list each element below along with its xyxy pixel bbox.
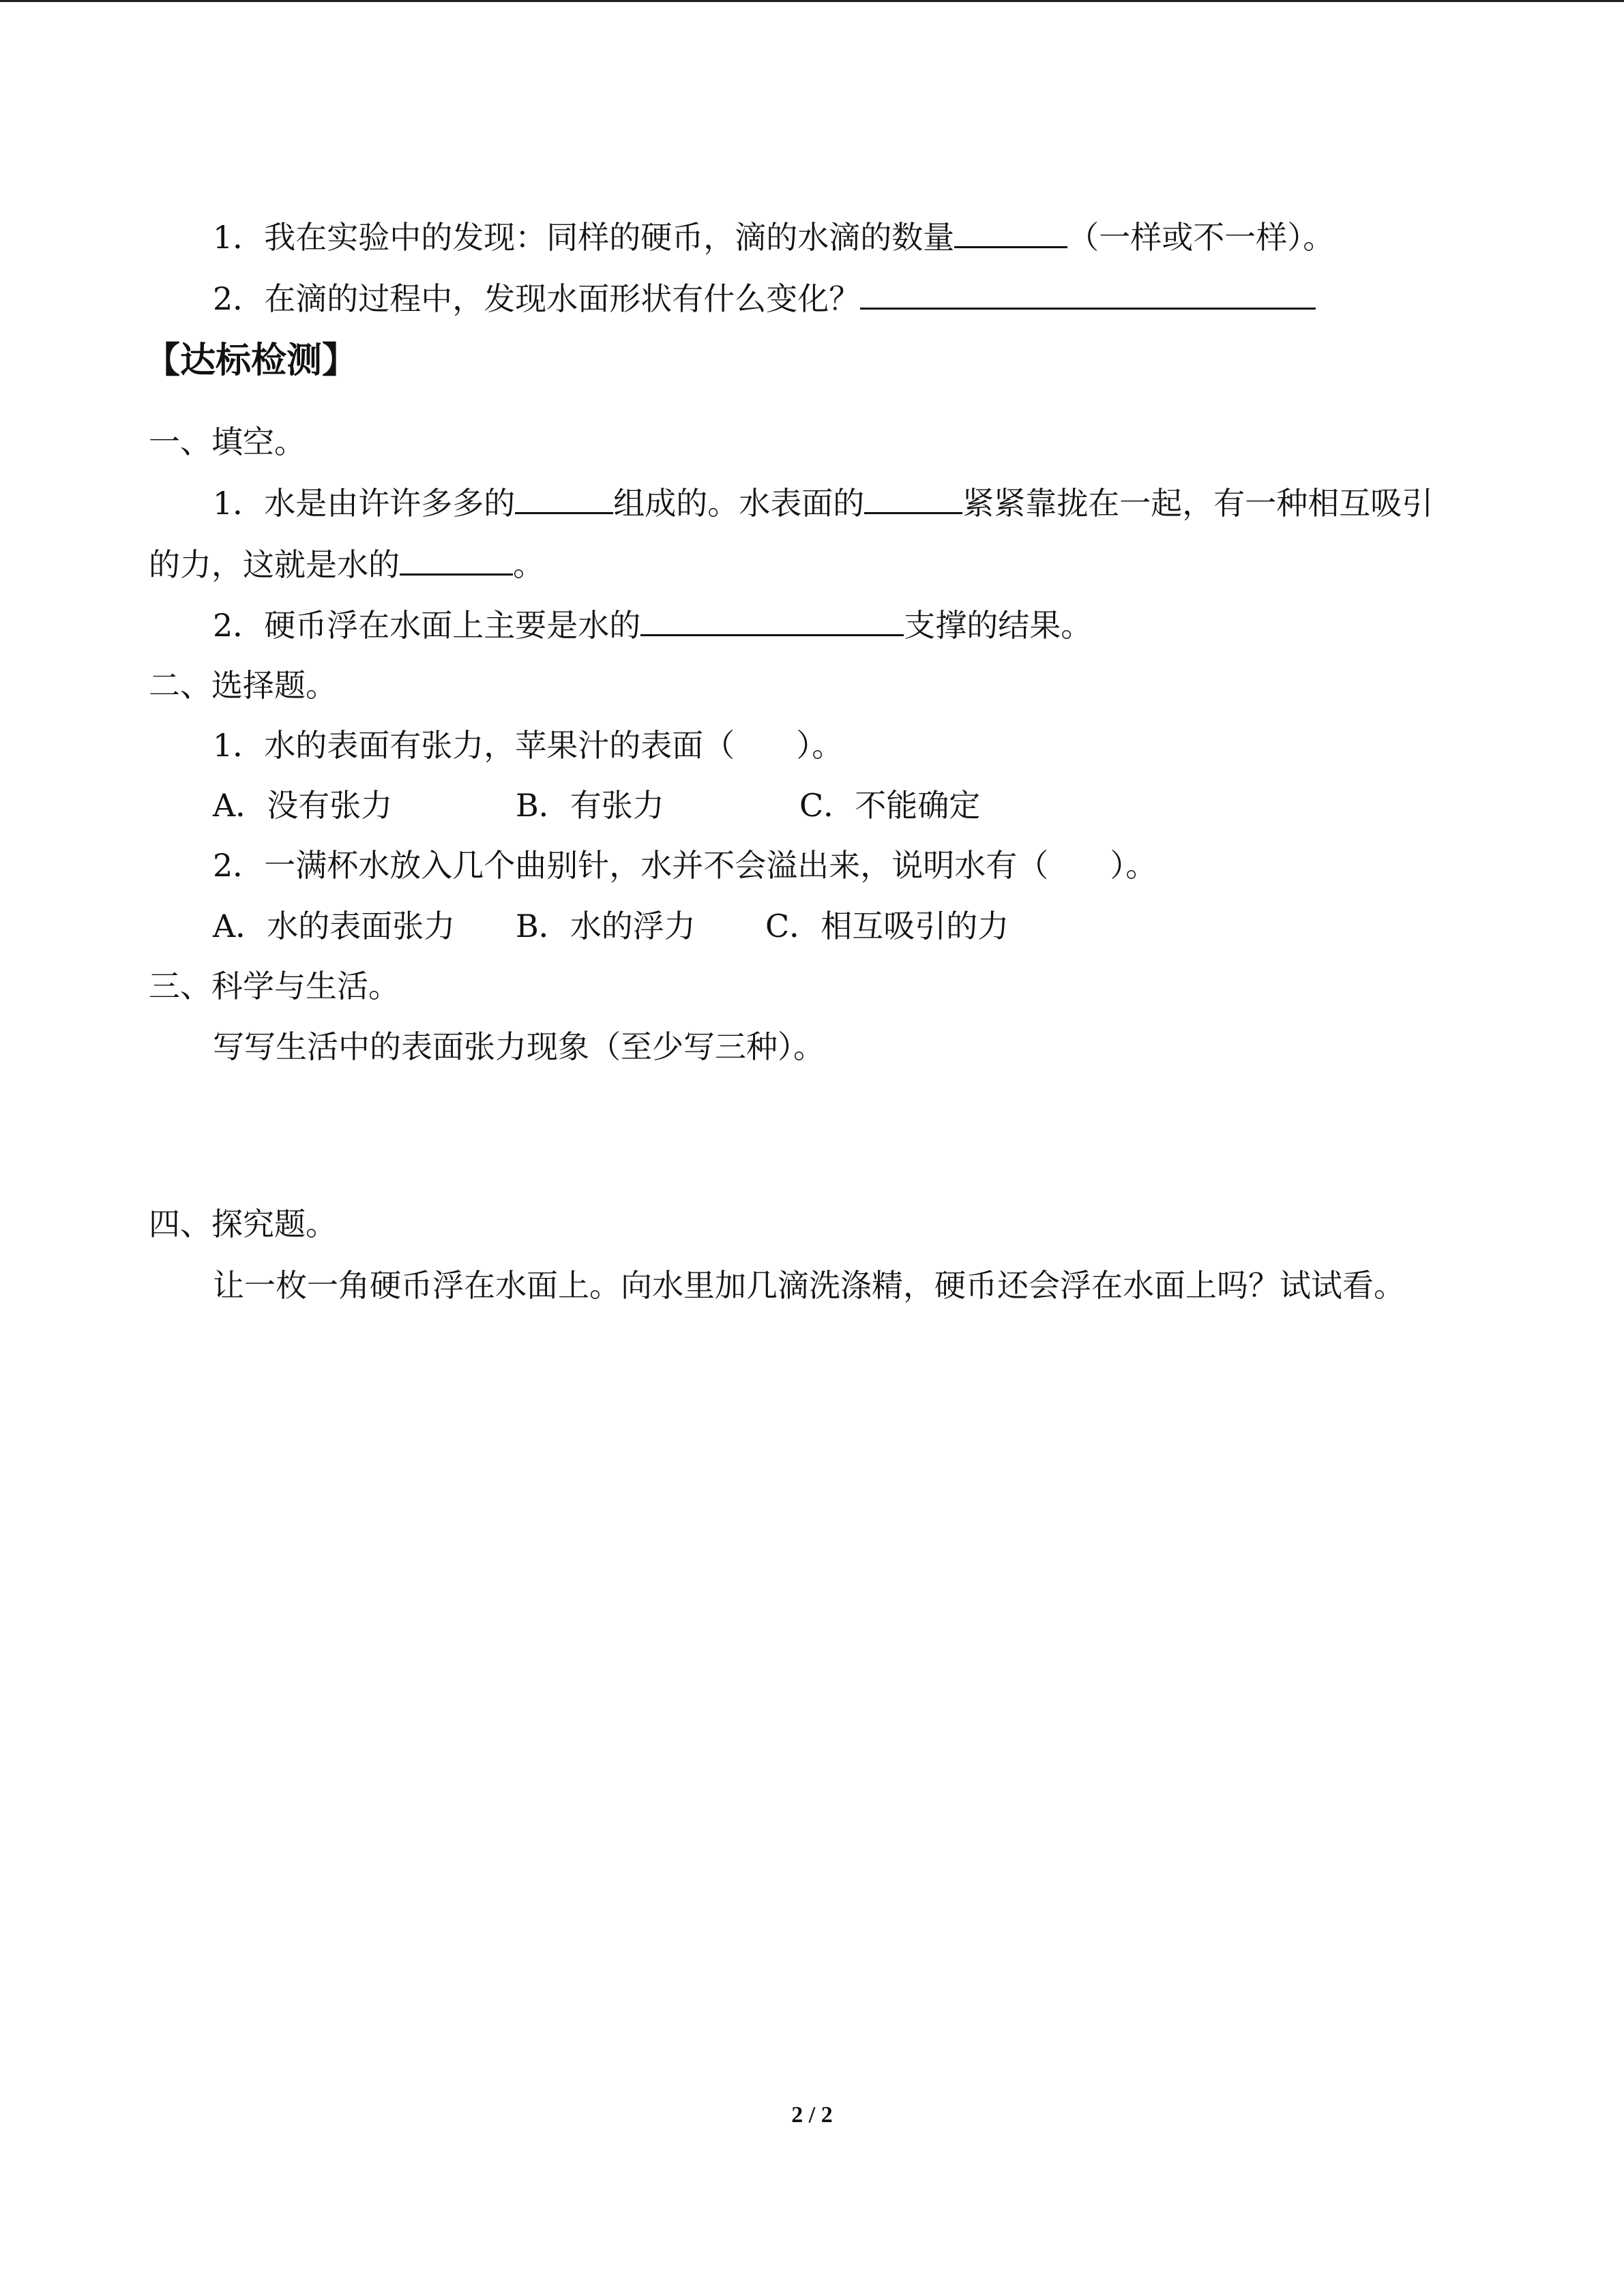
answer-blank[interactable] [954,219,1067,248]
observation-item-1-suffix: （一样或不一样）。 [1067,219,1335,256]
choice-heading: 二、选择题。 [149,667,337,704]
answer-blank[interactable] [515,485,613,514]
fill-blank-q2-prefix: 2．硬币浮在水面上主要是水的 [213,607,641,644]
answer-blank[interactable] [640,607,904,636]
science-life-prompt: 写写生活中的表面张力现象（至少写三种）。 [213,1028,825,1065]
choice-q1-prefix: 1．水的表面有张力，苹果汁的表面（ [213,727,735,764]
choice-q2-option-c[interactable]: C．相互吸引的力 [765,908,1009,944]
fill-blank-q2-suffix: 支撑的结果。 [904,607,1093,644]
section-title: 【达标检测】 [145,340,358,381]
choice-q2-options [213,906,1009,946]
observation-item-2-text: 2．在滴的过程中，发现水面形状有什么变化？ [213,280,861,317]
inquiry-prompt: 让一枚一角硬币浮在水面上。向水里加几滴洗涤精，硬币还会浮在水面上吗？试试看。 [213,1267,1405,1304]
choice-q1-options [213,785,980,826]
choice-question-2 [213,845,1157,886]
fill-blank-heading: 一、填空。 [149,423,306,460]
fill-blank-question-2 [213,605,1092,646]
inquiry-heading: 四、探究题。 [149,1206,337,1242]
observation-item-1 [213,217,1334,258]
choice-question-1 [213,725,843,766]
fill-blank-q1-part4: 的力，这就是水的 [149,546,400,583]
fill-blank-question-1 [213,483,1433,524]
choice-q1-option-b[interactable]: B．有张力 [516,787,664,824]
fill-blank-q1-part5: 。 [513,546,544,583]
choice-q1-option-a[interactable]: A．没有张力 [213,787,393,824]
observation-item-1-prefix: 1．我在实验中的发现：同样的硬币，滴的水滴的数量 [213,219,955,256]
fill-blank-q1-part3: 紧紧靠拢在一起，有一种相互吸引 [962,485,1434,522]
choice-q2-suffix: ）。 [1110,847,1157,884]
science-life-heading: 三、科学与生活。 [149,968,400,1004]
answer-blank[interactable] [400,546,513,576]
fill-blank-question-1-continued [149,544,544,585]
observation-item-2 [213,278,1316,319]
choice-q1-suffix: ）。 [796,727,844,764]
choice-q2-option-a[interactable]: A．水的表面张力 [213,908,456,944]
page-number: 2 / 2 [791,2102,833,2128]
fill-blank-q1-part2: 组成的。水表面的 [613,485,865,522]
answer-blank[interactable] [860,280,1316,310]
choice-q1-option-c[interactable]: C．不能确定 [799,787,981,824]
fill-blank-q1-part1: 1．水是由许许多多的 [213,485,516,522]
choice-q2-option-b[interactable]: B．水的浮力 [516,908,696,944]
answer-blank[interactable] [864,485,962,514]
choice-q2-prefix: 2．一满杯水放入几个曲别针，水并不会溢出来，说明水有（ [213,847,1049,884]
